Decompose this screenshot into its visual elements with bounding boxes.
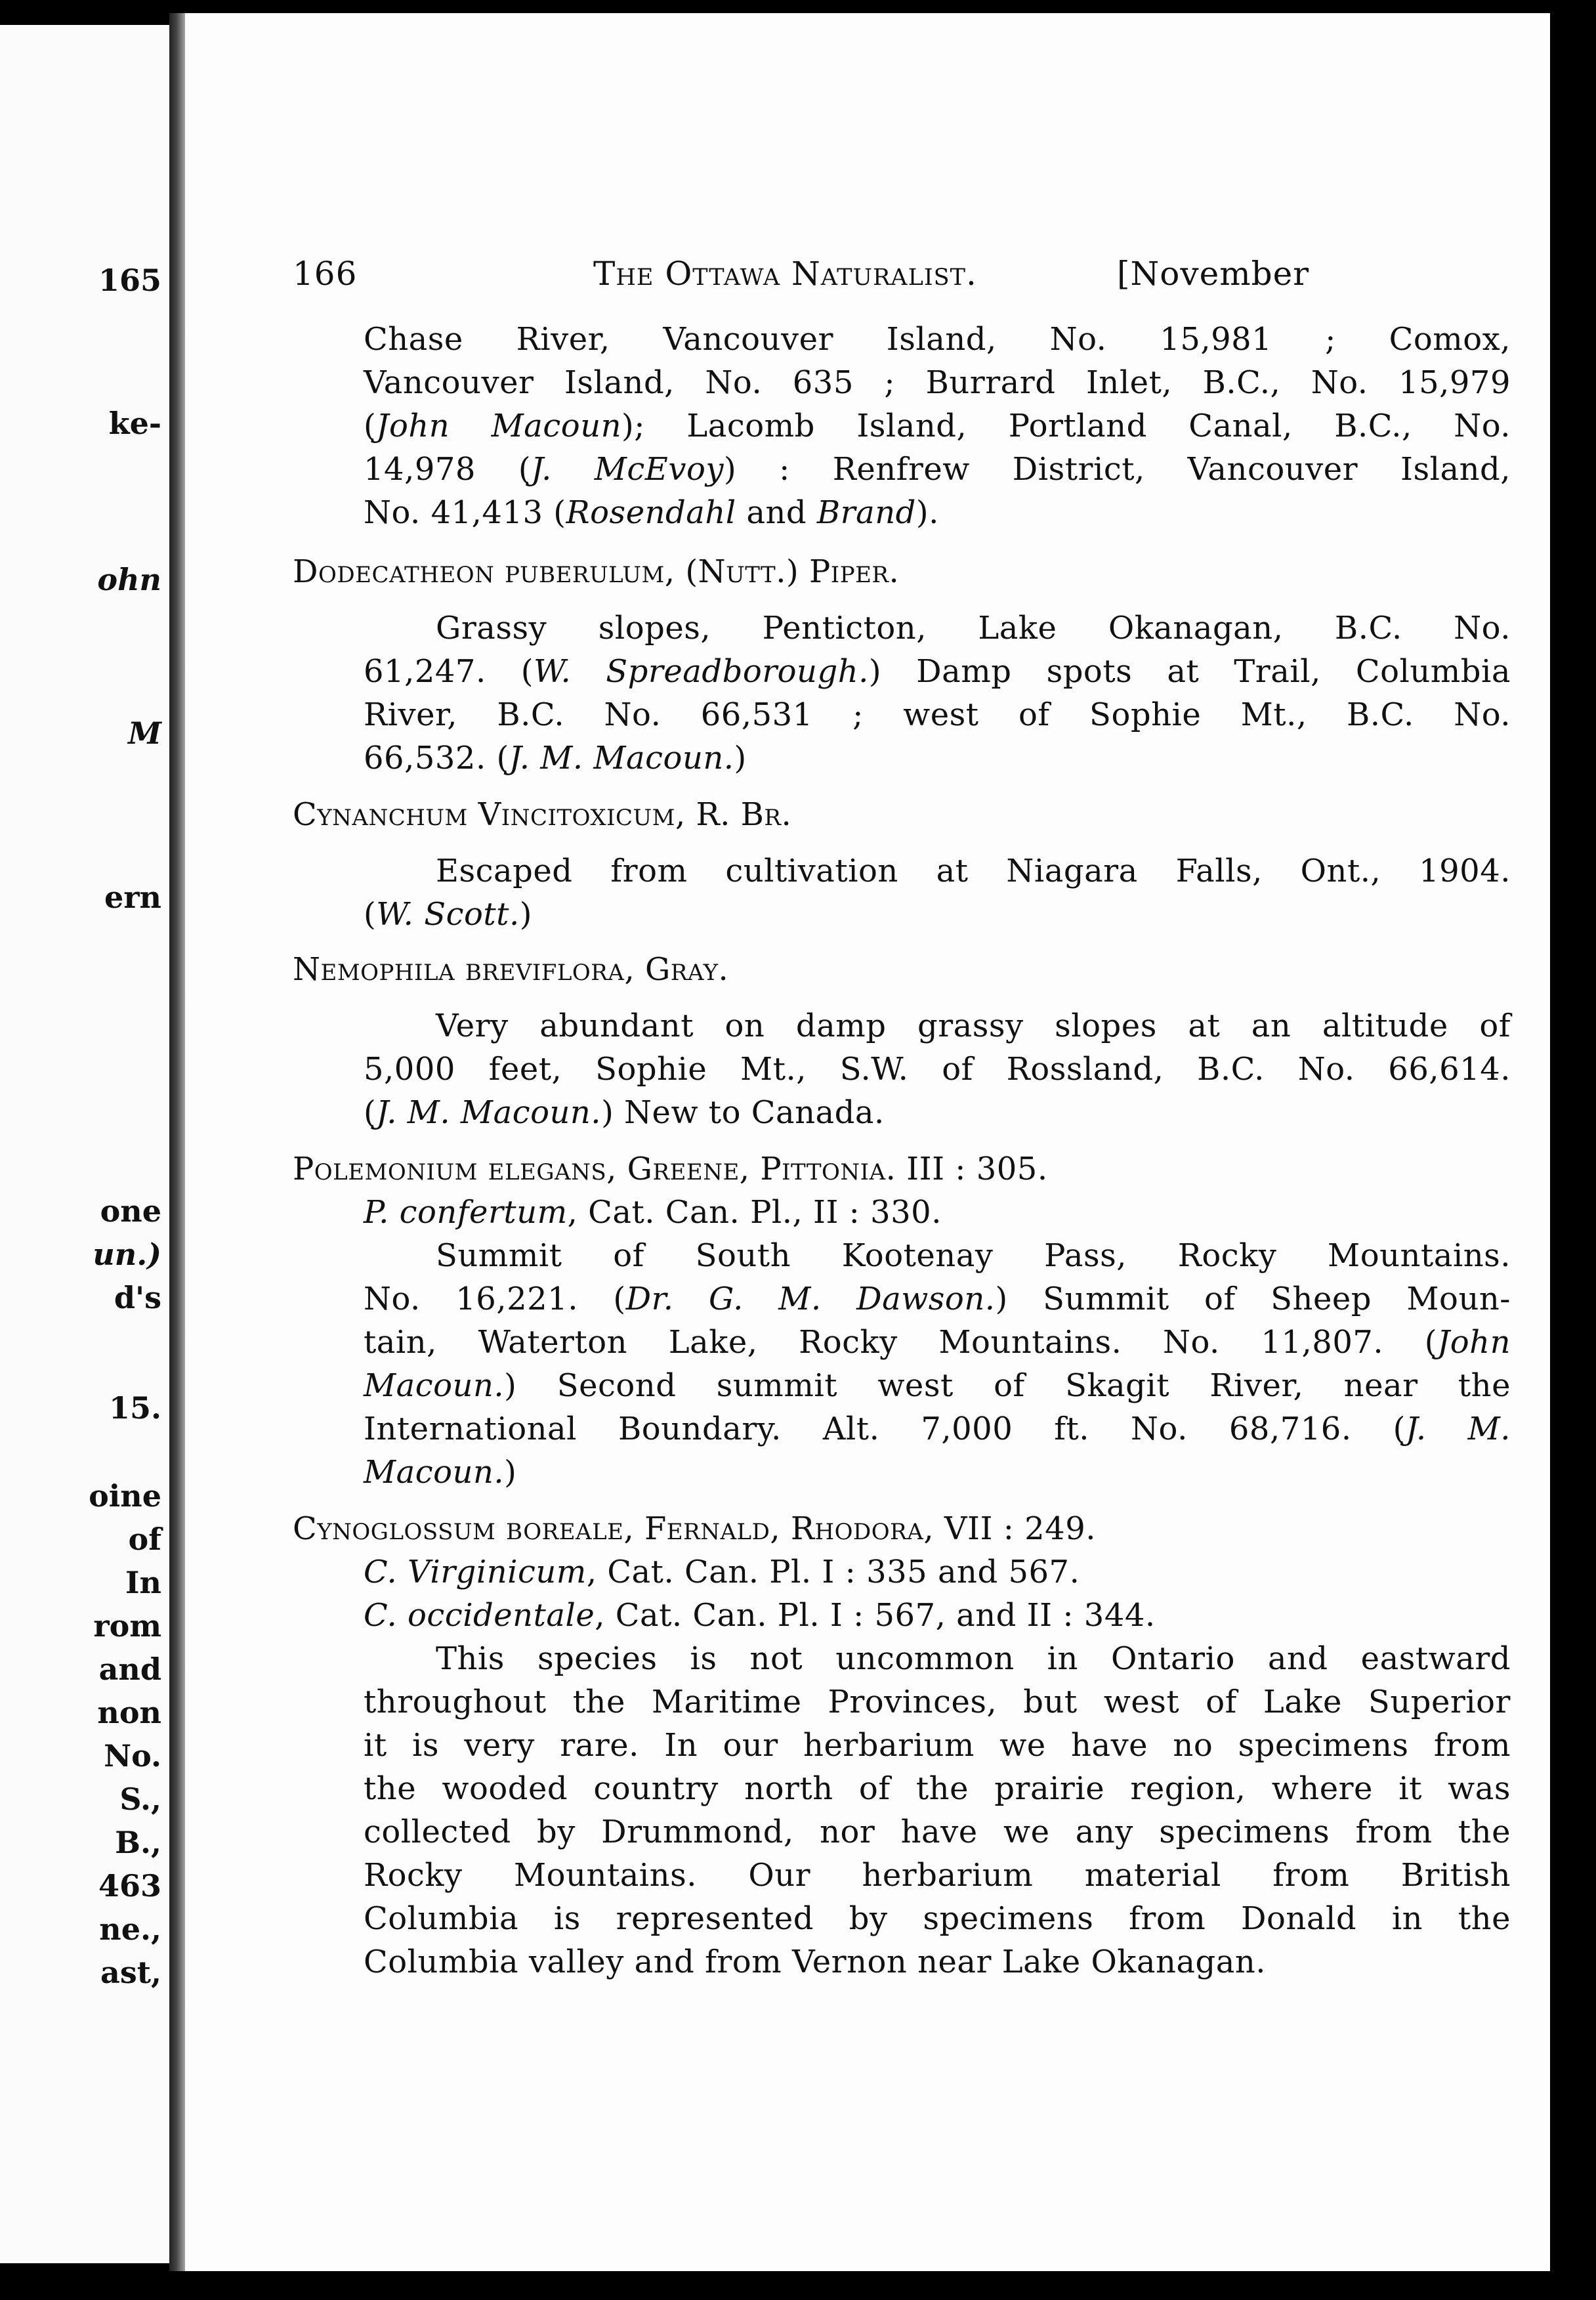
- synonym-line: C. occidentale, Cat. Can. Pl. I : 567, and II : 344.: [364, 1597, 1156, 1634]
- text-line: (J. M. Macoun.) New to Canada.: [364, 1094, 885, 1131]
- text-line: No. 16,221. (Dr. G. M. Dawson.) Summit of Sheep Moun-: [364, 1281, 1511, 1317]
- species-heading: Cynoglossum boreale, Fernald, Rhodora, VII : 249.: [293, 1510, 1096, 1547]
- prev-page-fragment: oine: [89, 1478, 161, 1514]
- species-heading: Cynanchum Vincitoxicum, R. Br.: [293, 796, 792, 833]
- text-line: the wooded country north of the prairie region, where it was: [364, 1770, 1511, 1807]
- prev-page-fragment: one: [100, 1193, 161, 1229]
- text-line: 14,978 (J. McEvoy) : Renfrew District, Vancouver Island,: [364, 451, 1511, 488]
- prev-page-fragment: and: [98, 1651, 161, 1687]
- synonym-line: C. Virginicum, Cat. Can. Pl. I : 335 and 567.: [364, 1554, 1080, 1590]
- text-line: 5,000 feet, Sophie Mt., S.W. of Rossland, B.C. No. 66,614.: [364, 1051, 1511, 1088]
- prev-page-fragment: M: [128, 715, 161, 751]
- prev-page-fragment: B.,: [115, 1825, 161, 1860]
- running-title: The Ottawa Naturalist.: [593, 255, 977, 293]
- prev-page-fragment: 463: [98, 1868, 161, 1904]
- text-line: 61,247. (W. Spreadborough.) Damp spots at Trail, Columbia: [364, 653, 1511, 690]
- prev-page-fragment: No.: [104, 1738, 161, 1774]
- text-line: 66,532. (J. M. Macoun.): [364, 740, 747, 777]
- page-166: [185, 13, 1550, 2271]
- text-line: (W. Scott.): [364, 896, 532, 933]
- text-line: it is very rare. In our herbarium we have no specimens from: [364, 1727, 1511, 1764]
- text-line: Columbia is represented by specimens from Donald in the: [364, 1900, 1511, 1937]
- text-line: Vancouver Island, No. 635 ; Burrard Inlet, B.C., No. 15,979: [364, 364, 1511, 401]
- prev-page-fragment: un.): [93, 1237, 161, 1272]
- prev-page-fragment: rom: [93, 1608, 161, 1644]
- prev-page-fragment: non: [97, 1695, 161, 1730]
- prev-page-fragment: ohn: [97, 562, 161, 597]
- text-line: River, B.C. No. 66,531 ; west of Sophie Mt., B.C. No.: [364, 696, 1511, 733]
- text-line: throughout the Maritime Provinces, but west of Lake Superior: [364, 1684, 1511, 1720]
- previous-page-strip: [0, 25, 169, 2263]
- text-line: (John Macoun); Lacomb Island, Portland Canal, B.C., No.: [364, 408, 1511, 444]
- text-line: Very abundant on damp grassy slopes at an altitude of: [436, 1008, 1511, 1044]
- species-heading: Polemonium elegans, Greene, Pittonia. III : 305.: [293, 1151, 1048, 1187]
- page-number: 166: [293, 255, 358, 293]
- synonym-line: P. confertum, Cat. Can. Pl., II : 330.: [364, 1194, 942, 1231]
- text-line: Escaped from cultivation at Niagara Falls, Ont., 1904.: [436, 853, 1511, 889]
- prev-page-fragment: 15.: [108, 1390, 161, 1426]
- prev-page-fragment: of: [128, 1522, 161, 1557]
- text-line: collected by Drummond, nor have we any specimens from the: [364, 1814, 1511, 1850]
- prev-page-fragment: In: [125, 1565, 161, 1600]
- text-line: This species is not uncommon in Ontario and eastward: [436, 1640, 1511, 1677]
- text-line: Columbia valley and from Vernon near Lake Okanagan.: [364, 1944, 1267, 1980]
- text-line: Macoun.): [364, 1454, 517, 1491]
- text-line: Summit of South Kootenay Pass, Rocky Mountains.: [436, 1237, 1511, 1274]
- text-line: Chase River, Vancouver Island, No. 15,981 ; Comox,: [364, 321, 1511, 358]
- text-line: Grassy slopes, Penticton, Lake Okanagan, B.C. No.: [436, 610, 1511, 647]
- prev-page-fragment: 165: [98, 263, 161, 298]
- prev-page-fragment: ern: [104, 880, 161, 915]
- species-heading: Nemophila breviflora, Gray.: [293, 951, 729, 988]
- text-line: Macoun.) Second summit west of Skagit River, near the: [364, 1367, 1511, 1404]
- prev-page-fragment: S.,: [119, 1781, 161, 1817]
- issue-month: [November: [1117, 255, 1310, 293]
- prev-page-fragment: ke-: [108, 406, 161, 441]
- prev-page-fragment: d's: [114, 1280, 161, 1315]
- text-line: tain, Waterton Lake, Rocky Mountains. No. 11,807. (John: [364, 1324, 1511, 1361]
- text-line: Rocky Mountains. Our herbarium material from British: [364, 1857, 1511, 1894]
- species-heading: Dodecatheon puberulum, (Nutt.) Piper.: [293, 553, 900, 590]
- prev-page-fragment: ne.,: [99, 1911, 161, 1947]
- text-line: No. 41,413 (Rosendahl and Brand).: [364, 494, 939, 531]
- text-line: International Boundary. Alt. 7,000 ft. No. 68,716. (J. M.: [364, 1411, 1511, 1447]
- prev-page-fragment: ast,: [100, 1955, 161, 1990]
